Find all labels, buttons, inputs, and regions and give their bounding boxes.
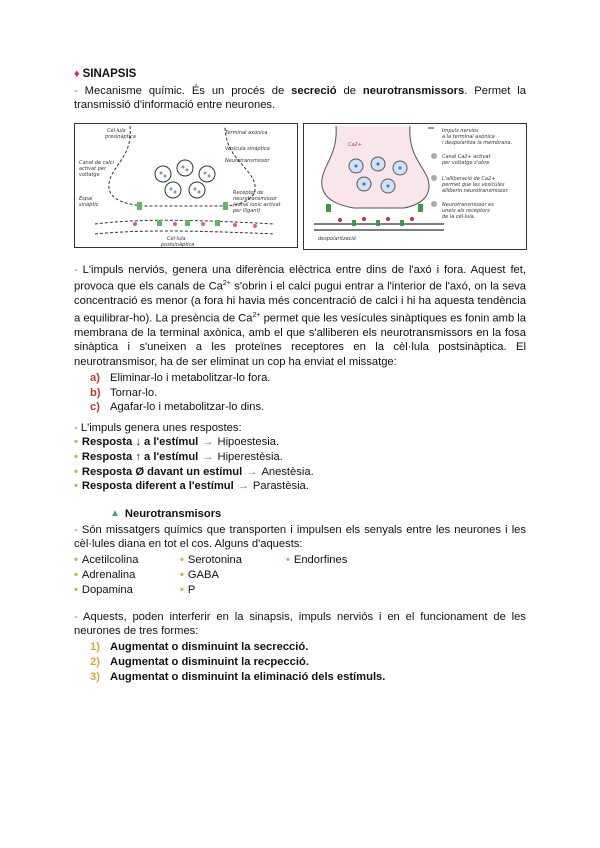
svg-text:Receptor de: Receptor de: [233, 189, 264, 196]
svg-text:activat per: activat per: [79, 165, 107, 172]
svg-text:alliberin neurotransmissor.: alliberin neurotransmissor.: [442, 187, 509, 194]
green-triangle-icon: ▲: [110, 508, 120, 520]
svg-text:i despolaritza la membrana.: i despolaritza la membrana.: [442, 139, 513, 146]
svg-text:Canal de calci: Canal de calci: [79, 159, 114, 166]
svg-text:sinàptic: sinàptic: [79, 201, 99, 208]
svg-text:neurotransmissor: neurotransmissor: [233, 195, 277, 202]
svg-text:Canal Ca2+ activat: Canal Ca2+ activat: [442, 153, 491, 160]
list-item: • Endorfines: [286, 553, 348, 566]
list-item: • Dopamina: [74, 583, 133, 596]
svg-text:Cèl·lula: Cèl·lula: [107, 127, 126, 134]
svg-text:(canal iònic activat: (canal iònic activat: [233, 201, 281, 208]
neuro-heading: ▲ Neurotransmisors: [110, 507, 222, 520]
list-item: b) Tornar-lo.: [90, 386, 158, 399]
list-item: 1) Augmentat o disminuint la secrecció.: [90, 641, 309, 654]
respostes-intro: - L'impuls genera unes respostes:: [74, 421, 242, 434]
svg-text:postsinàptica: postsinàptica: [161, 241, 195, 247]
interferencia-paragraph: - Aquests, poden interferir en la sinapsis, impuls nerviós i en el funcionament de les neurones de tres formes:: [74, 610, 526, 637]
svg-text:L'alliberació de Ca2+: L'alliberació de Ca2+: [442, 175, 496, 182]
svg-text:Ca2+: Ca2+: [348, 141, 362, 148]
neuro-list: [74, 553, 526, 598]
svg-text:Neurotransmissor es: Neurotransmissor es: [442, 201, 494, 208]
list-item: • Resposta ↓ a l'estímul → Hipoestesia.: [74, 436, 280, 449]
impuls-paragraph: - L'impuls nerviós, genera una diferència elèctrica entre dins de l'axó i fora. Aquest fet, provoca que els canals de $Ca^{2+}$ s'obrin i el calci pugui entrar a l'interior de l'axó, on la seva concentració es menor (a fora hi havia més concentració de calci i hi ha aquesta tendència a equilibrar-ho). La presència de $Ca^{2+}$ permet que les vesícules sinàptiques es fonin amb la membrana de la terminal axònica, amb el que s'alliberen els neurotransmissors en la fosa sinàptica i s'uneixen a les proteïnes receptores en la cèl·lula postsinàptica. El neurotransmisor, ha de ser eliminat un cop ha enviat el missatge:: [74, 263, 527, 368]
interferencia-list: [90, 640, 526, 684]
svg-text:uneix als receptors: uneix als receptors: [442, 207, 490, 214]
list-item: • Resposta Ø davant un estímul → Anestèsia.: [74, 465, 314, 478]
svg-text:de la cèl·lula.: de la cèl·lula.: [442, 213, 476, 220]
svg-text:per lligant): per lligant): [233, 207, 261, 214]
list-item: • Acetilcolina: [74, 553, 139, 566]
synapse-diagram-left: [74, 123, 298, 248]
list-item: 3) Augmentat o disminuint la eliminació dels estímuls.: [90, 670, 386, 683]
document-page: [74, 68, 526, 685]
svg-text:despolarització: despolarització: [318, 235, 356, 242]
empty-cell: [286, 568, 406, 583]
svg-text:Terminal axònica: Terminal axònica: [225, 129, 268, 136]
svg-text:a la terminal axònica: a la terminal axònica: [442, 133, 495, 140]
list-item: • Serotonina: [180, 553, 242, 566]
neuro-paragraph: - Són missatgers químics que transporten i impulsen els senyals entre les neurones i les cèl·lules diana en tot el cos. Alguns d'aquests:: [74, 523, 526, 551]
intro-paragraph: - Mecanisme químic. És un procés de secreció de neurotransmissors. Permet la transmissió d'informació entre neurones.: [74, 85, 526, 112]
respostes-list: [74, 435, 526, 493]
list-item: • GABA: [180, 568, 219, 581]
svg-text:Neurotransmissor: Neurotransmissor: [225, 157, 270, 164]
svg-text:Vesícula sinàptica: Vesícula sinàptica: [225, 145, 270, 152]
svg-text:presinàptica: presinàptica: [105, 133, 136, 140]
list-item: • P: [180, 583, 196, 596]
synapse-diagram-right: [303, 123, 527, 250]
svg-text:voltatge: voltatge: [79, 171, 100, 178]
svg-text:Espai: Espai: [79, 195, 93, 202]
list-item: c) Agafar-lo i metabolitzar-lo dins.: [90, 401, 265, 414]
svg-text:per voltatge s'obre: per voltatge s'obre: [442, 159, 490, 166]
list-item: • Adrenalina: [74, 568, 136, 581]
list-item: • Resposta ↑ a l'estímul → Hiperestèsia.: [74, 450, 283, 463]
list-item: 2) Augmentat o disminuint la recpecció.: [90, 656, 309, 669]
empty-cell: [286, 583, 406, 598]
synapse-figures: [74, 123, 526, 251]
svg-text:Cèl·lula: Cèl·lula: [167, 235, 186, 242]
section-title: ♦ SINAPSIS: [74, 68, 137, 80]
pink-diamond-icon: ♦: [74, 68, 80, 80]
elimination-options: [90, 371, 526, 415]
list-item: a) Eliminar-lo i metabolitzar-lo fora.: [90, 372, 271, 385]
svg-text:Impuls nerviós: Impuls nerviós: [442, 127, 479, 134]
list-item: • Resposta diferent a l'estímul → Parastèsia.: [74, 480, 309, 493]
svg-text:permet que les vesícules: permet que les vesícules: [442, 181, 505, 188]
